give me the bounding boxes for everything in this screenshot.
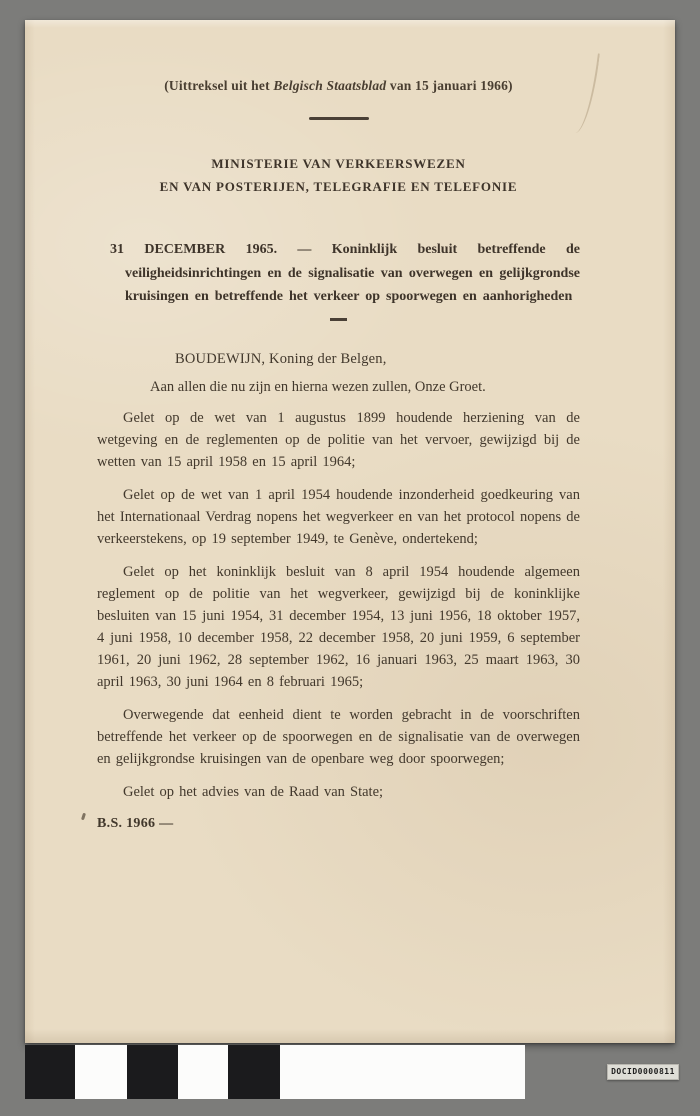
paragraph-wet-1899: Gelet op de wet van 1 augustus 1899 houdende herziening van de wetgeving en de reglementen op de politie van het vervoer, gewijzigd bij de wetten van 15 april 1958 en 15 april 1964;: [97, 409, 580, 470]
document-page: [25, 20, 675, 1043]
calibration-square-white-2: [178, 1045, 228, 1099]
paragraph-koninklijk-besluit-1954: Gelet op het koninklijk besluit van 8 april 1954 houdende algemeen reglement op de politie van het wegverkeer, gewijzigd bij de koninklijke besluiten van 15 juni 1954, 31 december 1954, 13 juni 1956, 18 oktober 1957, 4 juni 1958, 10 december 1958, 22 december 1958, 20 juni 1959, 6 september 1961, 20 juni 1962, 28 september 1962, 16 januari 1963, 25 maart 1963, 30 april 1963, 30 juni 1964 en 8 februari 1965;: [97, 563, 580, 690]
docid-label: DOCID0000811: [607, 1064, 679, 1080]
salutation-line: BOUDEWIJN, Koning der Belgen,: [175, 350, 387, 367]
calibration-square-white-long: [280, 1045, 525, 1099]
source-line-prefix: (Uittreksel uit het: [164, 78, 274, 93]
text-column: [97, 20, 580, 832]
calibration-strip: [25, 1045, 525, 1099]
ministry-line-1: MINISTERIE VAN VERKEERSWEZEN: [211, 156, 466, 171]
ministry-line-2: EN VAN POSTERIJEN, TELEGRAFIE EN TELEFONIE: [159, 179, 518, 194]
source-line-suffix: van 15 januari 1966): [386, 78, 513, 93]
ministry-heading: [97, 152, 580, 198]
paragraph-wet-1954: Gelet op de wet van 1 april 1954 houdende inzonderheid goedkeuring van het Internationaal Verdrag nopens het wegverkeer en van het protocol nopens de verkeerstekens, op 19 september 1949, te Genève, ondertekend;: [97, 486, 580, 547]
calibration-square-black-1: [25, 1045, 75, 1099]
ink-speck: [81, 813, 86, 821]
footer-reference: B.S. 1966 —: [97, 815, 174, 831]
source-line: [97, 20, 580, 94]
source-line-italic-title: Belgisch Staatsblad: [273, 78, 387, 93]
calibration-square-black-2: [127, 1045, 178, 1099]
paragraph-raad-van-state: Gelet op het advies van de Raad van State;: [123, 783, 384, 800]
greeting-line: Aan allen die nu zijn en hierna wezen zullen, Onze Groet.: [150, 378, 486, 395]
calibration-square-black-3: [228, 1045, 280, 1099]
decree-title: 31 DECEMBER 1965. — Koninklijk besluit betreffende de veiligheidsinrichtingen en de signalisatie van overwegen en gelijkgrondse kruisingen en betreffende het verkeer op spoorwegen en aanhorigheden: [110, 242, 580, 304]
paragraph-overwegende: Overwegende dat eenheid dient te worden gebracht in de voorschriften betreffende het verkeer op de spoorwegen en de signalisatie van de overwegen en gelijkgrondse kruisingen van de openbare weg door spoorwegen;: [97, 706, 580, 767]
divider-dash: [330, 318, 347, 321]
divider-rule: [309, 117, 369, 120]
calibration-square-white-1: [75, 1045, 127, 1099]
